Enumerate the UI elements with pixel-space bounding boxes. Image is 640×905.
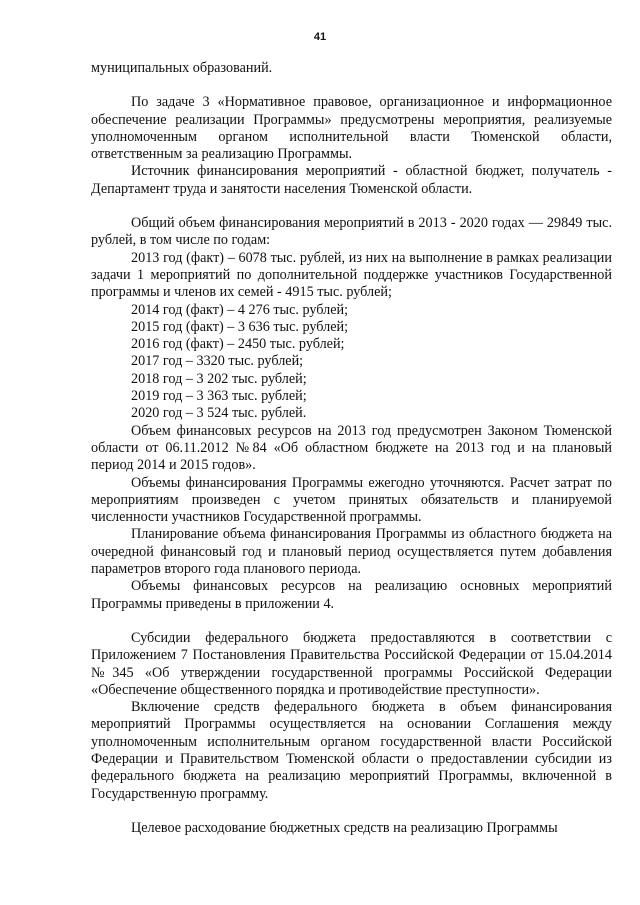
document-body xyxy=(91,60,612,837)
paragraph-federal-inclusion: Включение средств федерального бюджета в объем финансирования мероприятий Программы осуществляется на основании Соглашения между уполномоченным исполнительным органом государственной власти Российской Федерации и Правительством Тюменской области о предоставлении субсидии из федерального бюджета на реализацию мероприятий Программы, включенной в Государственную программу. xyxy=(91,699,612,802)
paragraph-funding-source: Источник финансирования мероприятий - областной бюджет, получатель - Департамент труда и занятости населения Тюменской области. xyxy=(91,163,612,197)
paragraph-appendix-4: Объемы финансовых ресурсов на реализацию основных мероприятий Программы приведены в приложении 4. xyxy=(91,578,612,612)
paragraph-gap xyxy=(91,613,612,630)
paragraph-federal-subsidies: Субсидии федерального бюджета предоставляются в соответствии с Приложением 7 Постановления Правительства Российской Федерации от 15.04.2014 №345 «Об утверждении государственной программы Российской Федерации «Обеспечение общественного порядка и противодействие преступности». xyxy=(91,629,612,698)
paragraph-year-2017: 2017 год – 3320 тыс. рублей; xyxy=(131,353,304,370)
paragraph-year-2014: 2014 год (факт) – 4 276 тыс. рублей; xyxy=(131,301,349,318)
paragraph-continuation: муниципальных образований. xyxy=(91,60,273,76)
paragraph-year-2018: 2018 год – 3 202 тыс. рублей; xyxy=(131,370,307,387)
paragraph-year-2020: 2020 год – 3 524 тыс. рублей. xyxy=(131,405,307,422)
paragraph-year-2013: 2013 год (факт) – 6078 тыс. рублей, из них на выполнение в рамках реализации задачи 1 мероприятий по дополнительной поддержке участников Государственной программы и членов их семей - 4915 тыс. рублей; xyxy=(91,249,612,301)
paragraph-targeted-spending: Целевое расходование бюджетных средств на реализацию Программы xyxy=(131,819,558,836)
paragraph-annual-adjustment: Объемы финансирования Программы ежегодно уточняются. Расчет затрат по мероприятиям произведен с учетом принятых обязательств и планируемой численности участников Государственной программы. xyxy=(91,474,612,526)
paragraph-total-funding: Общий объем финансирования мероприятий в 2013 - 2020 годах — 29849 тыс. рублей, в том числе по годам: xyxy=(91,215,612,249)
paragraph-gap xyxy=(91,803,612,820)
paragraph-gap xyxy=(91,77,612,94)
paragraph-planning: Планирование объема финансирования Программы из областного бюджета на очередной финансовый год и плановый период осуществляется путем добавления параметров второго года планового периода. xyxy=(91,526,612,578)
paragraph-law-reference: Объем финансовых ресурсов на 2013 год предусмотрен Законом Тюменской области от 06.11.2012 №84 «Об областном бюджете на 2013 год и на плановый период 2014 и 2015 годов». xyxy=(91,422,612,474)
paragraph-gap xyxy=(91,198,612,215)
paragraph-year-2019: 2019 год – 3 363 тыс. рублей; xyxy=(131,388,307,405)
paragraph-year-2015: 2015 год (факт) – 3 636 тыс. рублей; xyxy=(131,318,349,335)
paragraph-year-2016: 2016 год (факт) – 2450 тыс. рублей; xyxy=(131,336,345,353)
paragraph-task-3: По задаче 3 «Нормативное правовое, организационное и информационное обеспечение реализации Программы» предусмотрены мероприятия, реализуемые уполномоченным органом исполнительной власти Тюменской области, ответственным за реализацию Программы. xyxy=(91,94,612,163)
page-number: 41 xyxy=(313,31,327,43)
